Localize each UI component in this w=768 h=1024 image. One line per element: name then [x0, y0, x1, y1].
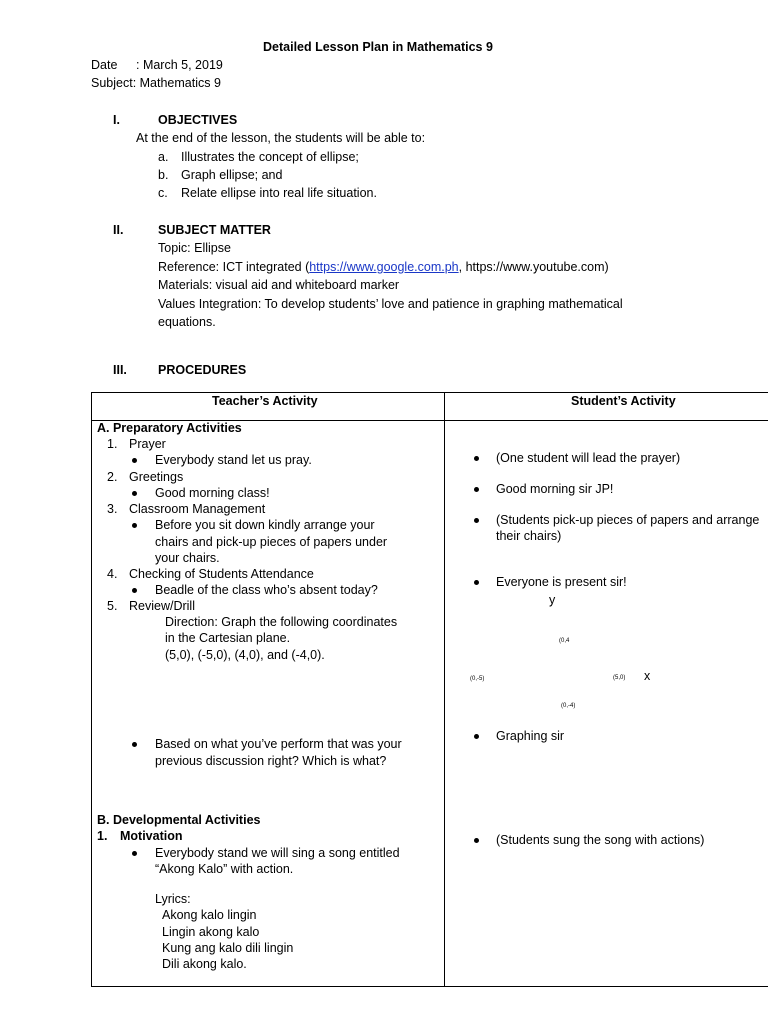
motivation-heading: Motivation — [120, 829, 183, 843]
classroom-text: chairs and pick-up pieces of papers under — [155, 535, 388, 549]
bullet — [132, 588, 137, 593]
teacher-activity-header: Teacher’s Activity — [212, 394, 318, 408]
direction-text: (5,0), (-5,0), (4,0), and (-4,0). — [165, 648, 325, 662]
activity-table — [91, 392, 768, 987]
objective-item: Relate ellipse into real life situation. — [181, 186, 377, 200]
date-value: : March 5, 2019 — [136, 58, 223, 72]
list-number: 2. — [107, 470, 118, 484]
procedures-heading: PROCEDURES — [158, 363, 247, 377]
question-text: previous discussion right? Which is what? — [155, 754, 387, 768]
motivation-text: Everybody stand we will sing a song entitled — [155, 846, 400, 860]
procedures-number: III. — [113, 363, 127, 377]
graph-y-label: y — [549, 593, 556, 607]
student-response: their chairs) — [496, 529, 562, 543]
table-column-divider — [444, 392, 445, 987]
bullet — [132, 458, 137, 463]
materials-line: Materials: visual aid and whiteboard marker — [158, 278, 400, 292]
reference-link[interactable]: https://www.google.com.ph — [309, 260, 459, 274]
objective-letter: c. — [158, 186, 168, 200]
student-response: (One student will lead the prayer) — [496, 451, 681, 465]
graph-x-label: x — [644, 669, 651, 683]
graph-point-label: (0,-4) — [561, 703, 576, 709]
student-response: (Students pick-up pieces of papers and arrange — [496, 513, 760, 527]
greetings-heading: Greetings — [129, 470, 184, 484]
greetings-text: Good morning class! — [155, 486, 270, 500]
list-number: 5. — [107, 599, 118, 613]
objective-item: Illustrates the concept of ellipse; — [181, 150, 359, 164]
attendance-heading: Checking of Students Attendance — [129, 567, 314, 581]
date-label: Date — [91, 58, 118, 72]
lyrics-line: Dili akong kalo. — [162, 957, 247, 971]
bullet — [474, 580, 479, 585]
bullet — [474, 456, 479, 461]
bullet — [474, 734, 479, 739]
objective-item: Graph ellipse; and — [181, 168, 283, 182]
objective-letter: b. — [158, 168, 169, 182]
lyrics-label: Lyrics: — [155, 892, 191, 906]
lyrics-line: Lingin akong kalo — [162, 925, 260, 939]
graph-point-label: (5,0) — [613, 675, 626, 681]
student-response: Everyone is present sir! — [496, 575, 627, 589]
bullet — [474, 518, 479, 523]
values-line: Values Integration: To develop students’ love and patience in graphing mathematical — [158, 297, 623, 311]
graph-point-label: (0,-5) — [470, 676, 485, 682]
bullet — [132, 742, 137, 747]
reference-suffix: , https://www.youtube.com) — [458, 260, 609, 274]
values-line-continued: equations. — [158, 315, 216, 329]
list-number: 4. — [107, 567, 118, 581]
list-number: 1. — [107, 437, 118, 451]
bullet — [132, 491, 137, 496]
direction-text: in the Cartesian plane. — [165, 631, 291, 645]
objectives-intro: At the end of the lesson, the students will be able to: — [136, 131, 426, 145]
student-activity-header: Student’s Activity — [571, 394, 676, 408]
student-response: Graphing sir — [496, 729, 565, 743]
lyrics-line: Akong kalo lingin — [162, 908, 257, 922]
objectives-heading: OBJECTIVES — [158, 113, 238, 127]
section-b-heading: B. Developmental Activities — [97, 813, 261, 827]
lyrics-line: Kung ang kalo dili lingin — [162, 941, 294, 955]
review-heading: Review/Drill — [129, 599, 195, 613]
student-response: (Students sung the song with actions) — [496, 833, 705, 847]
topic-line: Topic: Ellipse — [158, 241, 231, 255]
reference-line — [158, 260, 609, 274]
question-text: Based on what you’ve perform that was your — [155, 737, 402, 751]
section-a-heading: A. Preparatory Activities — [97, 421, 242, 435]
prayer-heading: Prayer — [129, 437, 166, 451]
reference-prefix: Reference: ICT integrated ( — [158, 260, 310, 274]
document-title: Detailed Lesson Plan in Mathematics 9 — [263, 40, 493, 54]
list-number: 3. — [107, 502, 118, 516]
attendance-text: Beadle of the class who’s absent today? — [155, 583, 378, 597]
prayer-text: Everybody stand let us pray. — [155, 453, 312, 467]
objectives-number: I. — [113, 113, 120, 127]
list-number: 1. — [97, 829, 108, 843]
bullet — [132, 851, 137, 856]
bullet — [474, 487, 479, 492]
classroom-heading: Classroom Management — [129, 502, 266, 516]
direction-text: Direction: Graph the following coordinates — [165, 615, 398, 629]
subject-line: Subject: Mathematics 9 — [91, 76, 221, 90]
bullet — [474, 838, 479, 843]
motivation-text: “Akong Kalo” with action. — [155, 862, 294, 876]
subject-matter-heading: SUBJECT MATTER — [158, 223, 271, 237]
student-response: Good morning sir JP! — [496, 482, 614, 496]
graph-point-label: (0,4 — [559, 638, 570, 644]
subject-matter-number: II. — [113, 223, 124, 237]
bullet — [132, 523, 137, 528]
classroom-text: Before you sit down kindly arrange your — [155, 518, 375, 532]
objective-letter: a. — [158, 150, 169, 164]
classroom-text: your chairs. — [155, 551, 220, 565]
